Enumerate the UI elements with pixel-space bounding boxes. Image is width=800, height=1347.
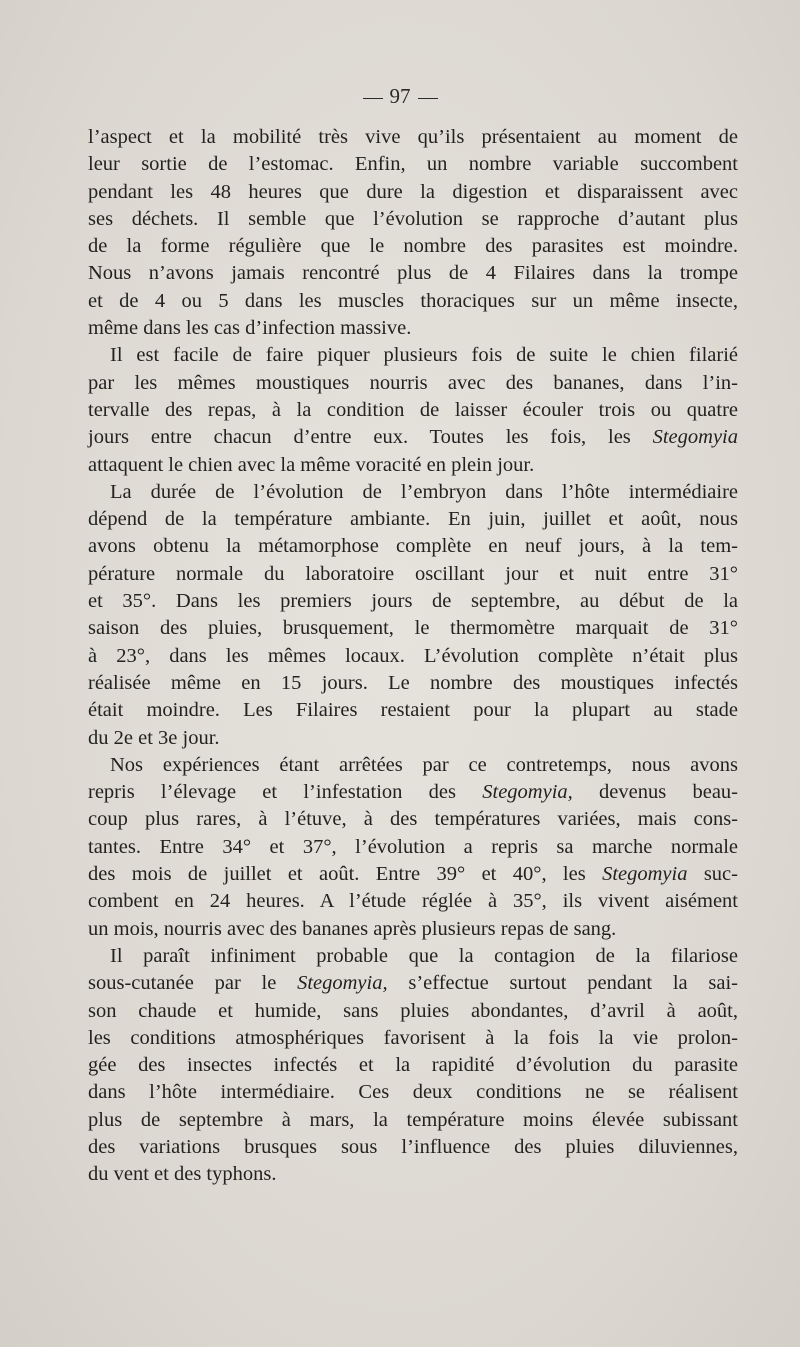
body-text xyxy=(88,124,738,1189)
text-line: à 23°, dans les mêmes locaux. L’évolution complète n’était plus xyxy=(88,644,738,667)
text-line: ses déchets. Il semble que l’évolution se rapproche d’autant plus xyxy=(88,207,738,230)
dash-left xyxy=(363,98,383,99)
text-line: et de 4 ou 5 dans les muscles thoraciques sur un même insecte, xyxy=(88,289,738,312)
text-line: les conditions atmosphériques favorisent à la fois la vie prolon- xyxy=(88,1026,738,1049)
italic-term: Stegomyia xyxy=(652,426,738,449)
text-line: du vent et des typhons. xyxy=(88,1163,277,1186)
text-line: de la forme régulière que le nombre des parasites est moindre. xyxy=(88,235,738,258)
text-line: pendant les 48 heures que dure la digestion et disparaissent avec xyxy=(88,180,738,203)
text-line: sous-cutanée par le Stegomyia, s’effectue surtout pendant la sai- xyxy=(88,972,738,995)
text-line: réalisée même en 15 jours. Le nombre des moustiques infectés xyxy=(88,671,738,694)
text-line: un mois, nourris avec des bananes après plusieurs repas de sang. xyxy=(88,917,617,940)
italic-term: Stegomyia, xyxy=(482,781,573,804)
text-line: était moindre. Les Filaires restaient pour la plupart au stade xyxy=(88,699,738,722)
text-line: son chaude et humide, sans pluies abondantes, d’avril à août, xyxy=(88,999,738,1022)
text-line: des mois de juillet et août. Entre 39° et 40°, les Stegomyia suc- xyxy=(88,863,738,886)
text-line: dépend de la température ambiante. En juin, juillet et août, nous xyxy=(88,508,738,531)
text-line: l’aspect et la mobilité très vive qu’ils présentaient au moment de xyxy=(88,126,738,148)
text-line: coup plus rares, à l’étuve, à des températures variées, mais cons- xyxy=(88,808,738,831)
dash-right xyxy=(418,98,438,99)
text-line: jours entre chacun d’entre eux. Toutes les fois, les Stegomyia xyxy=(88,426,738,449)
text-line: plus de septembre à mars, la température moins élevée subissant xyxy=(88,1108,738,1131)
text-line: par les mêmes moustiques nourris avec des bananes, dans l’in- xyxy=(88,371,738,394)
text-line: du 2e et 3e jour. xyxy=(88,726,220,749)
text-line: repris l’élevage et l’infestation des Stegomyia, devenus beau- xyxy=(88,781,738,804)
text-line: avons obtenu la métamorphose complète en neuf jours, à la tem- xyxy=(88,535,738,558)
text-line: Nous n’avons jamais rencontré plus de 4 Filaires dans la trompe xyxy=(88,262,738,285)
text-line: des variations brusques sous l’influence des pluies diluviennes, xyxy=(88,1135,738,1158)
text-line: dans l’hôte intermédiaire. Ces deux conditions ne se réalisent xyxy=(88,1081,738,1104)
text-line: saison des pluies, brusquement, le thermomètre marquait de 31° xyxy=(88,617,738,640)
text-line: La durée de l’évolution de l’embryon dans l’hôte intermédiaire xyxy=(110,480,738,503)
text-line: tervalle des repas, à la condition de laisser écouler trois ou quatre xyxy=(88,398,738,421)
italic-term: Stegomyia, xyxy=(297,972,388,995)
text-line: gée des insectes infectés et la rapidité d’évolution du parasite xyxy=(88,1054,738,1077)
text-line: attaquent le chien avec la même voracité en plein jour. xyxy=(88,453,535,476)
page-number xyxy=(0,84,800,109)
text-line: Il paraît infiniment probable que la contagion de la filariose xyxy=(110,944,738,967)
text-line: tantes. Entre 34° et 37°, l’évolution a repris sa marche normale xyxy=(88,835,738,858)
italic-term: Stegomyia xyxy=(602,863,688,886)
text-line: Il est facile de faire piquer plusieurs fois de suite le chien filarié xyxy=(110,344,738,367)
text-line: leur sortie de l’estomac. Enfin, un nombre variable succombent xyxy=(88,153,738,176)
page-number-value: 97 xyxy=(389,84,411,108)
text-line: Nos expériences étant arrêtées par ce contretemps, nous avons xyxy=(110,753,738,776)
text-line: combent en 24 heures. A l’étude réglée à 35°, ils vivent aisément xyxy=(88,890,738,913)
text-line: pérature normale du laboratoire oscillant jour et nuit entre 31° xyxy=(88,562,738,585)
text-line: et 35°. Dans les premiers jours de septembre, au début de la xyxy=(88,590,738,613)
text-line: même dans les cas d’infection massive. xyxy=(88,317,412,340)
